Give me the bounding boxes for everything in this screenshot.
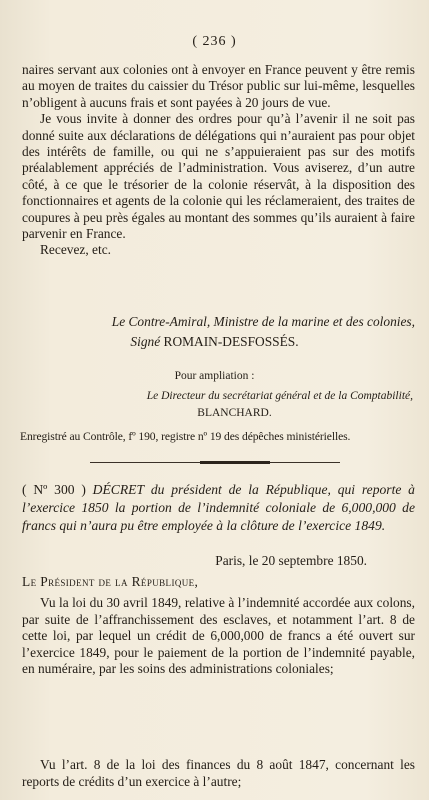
closing-line: Recevez, etc. [40, 242, 111, 258]
decree-title: du président de la République, qui reporte à l’exercice 1850 la portion de l’indemnité coloniale de 6,000,000 de francs qui n’aura pu être employée à la clôture de l’exercice 1849. [22, 482, 415, 533]
vu-text-2: Vu l’art. 8 de la loi des finances du 8 août 1847, concernant les reports de crédits d’un exercice à l’autre; [22, 757, 415, 789]
signature-line [0, 334, 429, 350]
signatory-title: Le Contre-Amiral, Ministre de la marine et des colonies, [111, 314, 415, 329]
signe-label: Signé [130, 334, 161, 349]
section-divider [90, 462, 340, 463]
paragraph-2: Je vous invite à donner des ordres pour qu’à l’avenir il ne soit pas donné suite aux déclarations de délégations qui n’auraient pas pour objet des intérêts de famille, ou qui ne s’appuieraient pas sur des motifs préalablement appréciés de l’administration. Vous aviserez, d’un autre côté, à ce que le trésorier de la colonie réservât, à la disposition des fonctionnaires et agents de la colonie qui les réclameraient, des traites de coupures à peu près égales au montant des sommes qu’ils auraient à faire parvenir en France. [22, 111, 415, 242]
page-number: ( 236 ) [192, 34, 237, 49]
ampliation-label: Pour ampliation : [174, 370, 255, 382]
director-name: BLANCHARD. [197, 407, 272, 419]
signatory-name: ROMAIN-DESFOSSÉS. [163, 334, 299, 349]
decree-title-caps: DÉCRET [92, 482, 145, 497]
decree-number: ( Nº 300 ) [22, 482, 86, 497]
paragraph-1: naires servant aux colonies ont à envoyer en France peuvent y être remis au moyen de traites du caissier du Trésor public sur lui-même, lesquelles n’obligent à aucuns frais et sont payées à 20 jours de vue. [22, 62, 415, 110]
director-title: Le Directeur du secrétariat général et de la Comptabilité, [146, 390, 413, 402]
vu-paragraph-1 [22, 595, 415, 678]
registration-note: Enregistré au Contrôle, fº 190, registre nº 19 des dépêches ministérielles. [20, 430, 351, 443]
decree-heading [22, 481, 415, 535]
decree-date: Paris, le 20 septembre 1850. [215, 553, 367, 568]
vu-paragraph-2 [22, 757, 415, 790]
president-heading: Le Président de la République, [22, 574, 199, 589]
letter-body [22, 62, 415, 259]
vu-text-1: Vu la loi du 30 avril 1849, relative à l’indemnité accordée aux colons, par suite de l’affranchissement des esclaves, et notamment l’art. 8 de cette loi, par lequel un crédit de 6,000,000 de francs a été ouvert sur l’exercice 1849, pour le paiement de la portion de l’indemnité payable, en numéraire, par les soins des administrations coloniales; [22, 595, 415, 677]
